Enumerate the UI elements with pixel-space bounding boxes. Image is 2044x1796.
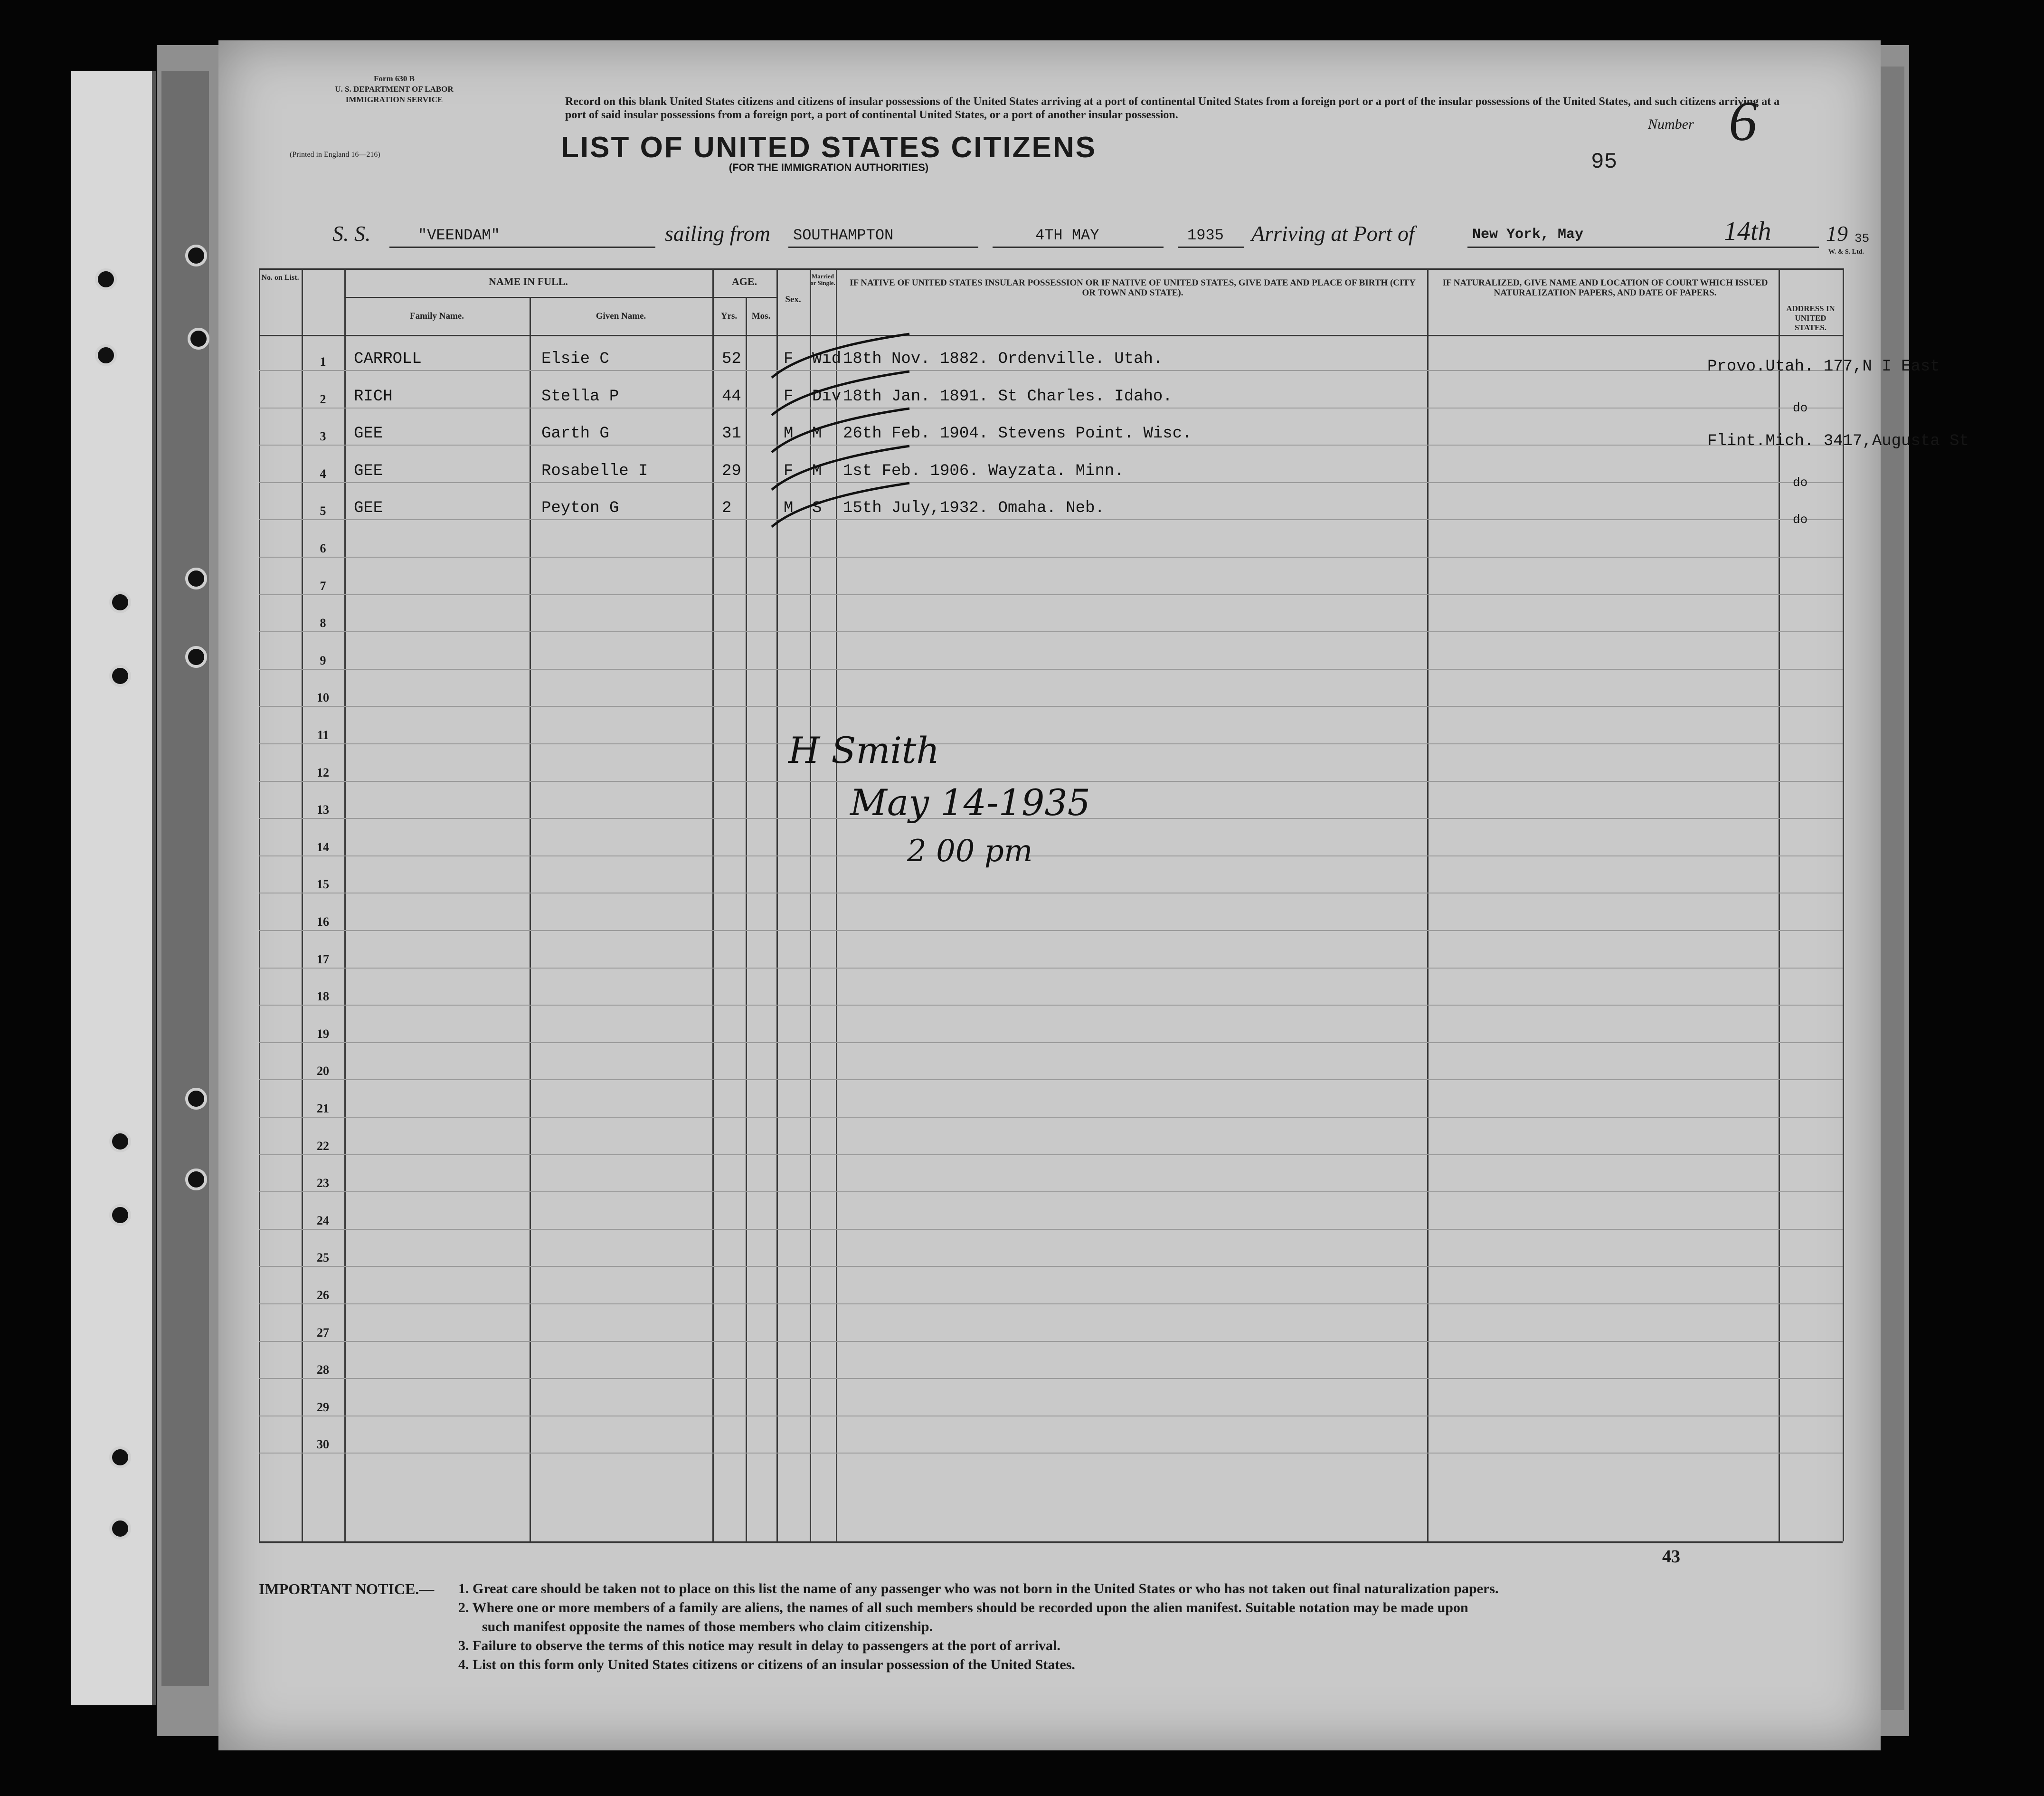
row-number: 22 bbox=[317, 1139, 329, 1153]
row-number: 17 bbox=[317, 952, 329, 966]
age-years: 29 bbox=[722, 462, 741, 480]
row-rule bbox=[259, 669, 1843, 670]
row-rule bbox=[259, 1117, 1843, 1118]
row-rule bbox=[259, 370, 1843, 371]
header-address: ADDRESS IN UNITED STATES. bbox=[1786, 304, 1835, 332]
marital-status: Div bbox=[812, 387, 842, 406]
row-number: 8 bbox=[320, 616, 326, 630]
punch-hole bbox=[109, 1204, 131, 1226]
row-number: 6 bbox=[320, 542, 326, 555]
header-list-no: No. on List. bbox=[261, 274, 299, 282]
row-number: 20 bbox=[317, 1064, 329, 1078]
departure-port: SOUTHAMPTON bbox=[793, 227, 894, 244]
punch-hole bbox=[95, 344, 117, 366]
row-number: 7 bbox=[320, 579, 326, 593]
row-number: 1 bbox=[320, 355, 326, 369]
header-naturalization: IF NATURALIZED, GIVE NAME AND LOCATION OF COURT WHICH ISSUED NATURALIZATION PAPERS, AND DATE OF PAPERS. bbox=[1442, 278, 1768, 298]
row-number: 10 bbox=[317, 691, 329, 705]
row-rule bbox=[259, 855, 1843, 856]
marital-status: Wid bbox=[812, 350, 842, 368]
given-name: Elsie C bbox=[541, 350, 609, 368]
row-number: 16 bbox=[317, 915, 329, 929]
row-number: 19 bbox=[317, 1026, 329, 1041]
record-instructions: Record on this blank United States citizens and citizens of insular possessions of the United States arriving at a port of continental United States from a foreign port or a port of the insular possessions of the United States, and such citizens arriving at a port of said insular possessions from a foreign port, a port of continental United States, or a port of another insular possession. bbox=[565, 95, 1780, 121]
arriving-label: Arriving at Port of bbox=[1251, 221, 1415, 246]
row-rule bbox=[259, 1378, 1843, 1379]
sex: F bbox=[784, 387, 794, 406]
list-number: 6 bbox=[1729, 89, 1757, 152]
given-name: Stella P bbox=[541, 387, 619, 406]
row-rule bbox=[259, 1229, 1843, 1230]
marital-status: M bbox=[812, 425, 822, 443]
row-number: 2 bbox=[320, 392, 326, 406]
punch-hole bbox=[185, 568, 207, 589]
punch-hole bbox=[95, 268, 117, 290]
stamp-number: 95 bbox=[1591, 150, 1618, 174]
row-rule bbox=[259, 482, 1843, 483]
printer-note: (Printed in England 16—216) bbox=[290, 151, 380, 159]
punch-hole bbox=[185, 245, 207, 266]
ship-name: "VEENDAM" bbox=[418, 227, 500, 244]
row-number: 15 bbox=[317, 877, 329, 892]
row-rule bbox=[259, 1303, 1843, 1304]
ss-label: S. S. bbox=[332, 221, 371, 246]
age-years: 2 bbox=[722, 499, 732, 518]
row-rule bbox=[259, 930, 1843, 931]
arrival-day: 14th bbox=[1724, 217, 1771, 246]
notice-item: such manifest opposite the names of those members who claim citizenship. bbox=[482, 1619, 933, 1634]
row-rule bbox=[259, 1154, 1843, 1155]
row-number: 5 bbox=[320, 504, 326, 518]
row-rule bbox=[259, 1191, 1843, 1192]
row-rule bbox=[259, 1266, 1843, 1267]
notice-item: 3. Failure to observe the terms of this notice may result in delay to passengers at the port of arrival. bbox=[458, 1638, 1060, 1653]
header-sex: Sex. bbox=[785, 295, 801, 304]
row-rule bbox=[259, 594, 1843, 595]
marital-status: M bbox=[812, 462, 822, 480]
us-address: do bbox=[1793, 475, 1808, 490]
departure-date: 4TH MAY bbox=[1035, 227, 1099, 244]
given-name: Rosabelle I bbox=[541, 462, 648, 480]
voyage-line bbox=[332, 217, 1881, 256]
form-number: Form 630 B bbox=[374, 74, 415, 83]
form-identifier bbox=[290, 74, 489, 159]
number-label: Number bbox=[1648, 116, 1694, 132]
row-rule bbox=[259, 1453, 1843, 1454]
punch-hole bbox=[109, 665, 131, 687]
row-number: 3 bbox=[320, 429, 326, 444]
notice-item: 4. List on this form only United States citizens or citizens of an insular possession of the United States. bbox=[458, 1657, 1075, 1672]
punch-hole bbox=[109, 1518, 131, 1539]
page-title: LIST OF UNITED STATES CITIZENS bbox=[561, 131, 1097, 164]
punch-hole bbox=[185, 646, 207, 668]
us-address: Flint.Mich. 3417,Augusta St bbox=[1707, 432, 1969, 451]
punch-hole bbox=[109, 591, 131, 613]
printer-mark: W. & S. Ltd. bbox=[1828, 248, 1864, 256]
family-name: GEE bbox=[354, 462, 383, 480]
row-number: 29 bbox=[317, 1400, 329, 1414]
row-number: 4 bbox=[320, 466, 326, 481]
family-name: GEE bbox=[354, 499, 383, 518]
row-number: 9 bbox=[320, 653, 326, 667]
birth-date-place: 18th Jan. 1891. St Charles. Idaho. bbox=[843, 387, 1173, 406]
row-number: 27 bbox=[317, 1325, 329, 1340]
row-number: 18 bbox=[317, 989, 329, 1004]
header-months: Mos. bbox=[751, 311, 771, 321]
us-address: do bbox=[1793, 400, 1808, 415]
inspection-date: May 14-1935 bbox=[850, 781, 1091, 824]
department-name: U. S. DEPARTMENT OF LABOR bbox=[335, 85, 454, 94]
row-number: 14 bbox=[317, 840, 329, 854]
birth-date-place: 18th Nov. 1882. Ordenville. Utah. bbox=[843, 350, 1163, 368]
arrival-port: New York, May bbox=[1472, 227, 1584, 243]
binding-strip-shadow bbox=[161, 71, 209, 1686]
notice-item: 1. Great care should be taken not to place on this list the name of any passenger who was not born in the United States or who has not taken out final naturalization papers. bbox=[458, 1581, 1499, 1596]
header-age: AGE. bbox=[731, 276, 757, 287]
checkmark-icon bbox=[767, 479, 919, 532]
manifest-sheet bbox=[218, 40, 1969, 1750]
punch-hole bbox=[109, 1131, 131, 1152]
family-name: CARROLL bbox=[354, 350, 422, 368]
row-number: 11 bbox=[317, 728, 329, 742]
age-years: 44 bbox=[722, 387, 741, 406]
age-years: 31 bbox=[722, 425, 741, 443]
punch-hole bbox=[185, 1169, 207, 1190]
sex: F bbox=[784, 350, 794, 368]
birth-date-place: 1st Feb. 1906. Wayzata. Minn. bbox=[843, 462, 1124, 480]
row-number: 12 bbox=[317, 765, 329, 779]
row-rule bbox=[259, 445, 1843, 446]
sailing-label: sailing from bbox=[665, 221, 770, 246]
punch-hole bbox=[188, 328, 209, 350]
row-rule bbox=[259, 743, 1843, 744]
notice-lead: IMPORTANT NOTICE.— bbox=[259, 1580, 435, 1597]
header-family-name: Family Name. bbox=[410, 311, 464, 321]
row-number: 30 bbox=[317, 1437, 329, 1452]
us-address: do bbox=[1793, 513, 1808, 527]
row-rule bbox=[259, 968, 1843, 969]
row-number: 25 bbox=[317, 1251, 329, 1265]
family-name: RICH bbox=[354, 387, 393, 406]
header-married-single: Married or Single. bbox=[810, 273, 835, 286]
family-name: GEE bbox=[354, 425, 383, 443]
row-number: 24 bbox=[317, 1213, 329, 1227]
sex: F bbox=[784, 462, 794, 480]
row-rule bbox=[259, 1005, 1843, 1006]
row-rule bbox=[259, 519, 1843, 520]
arrival-year-prefix: 19 bbox=[1826, 221, 1848, 246]
passenger-table bbox=[259, 268, 1969, 1546]
row-number: 26 bbox=[317, 1288, 329, 1302]
row-rule bbox=[259, 1079, 1843, 1080]
punch-hole bbox=[185, 1088, 207, 1110]
inspection-time: 2 00 pm bbox=[907, 834, 1033, 869]
us-address: Provo.Utah. 177,N I East bbox=[1707, 358, 1940, 376]
arrival-year-suffix: 35 bbox=[1855, 231, 1870, 246]
age-years: 52 bbox=[722, 350, 741, 368]
service-name: IMMIGRATION SERVICE bbox=[345, 95, 443, 104]
header-birthplace: IF NATIVE OF UNITED STATES INSULAR POSSESSION OR IF NATIVE OF UNITED STATES, GIVE DATE AND PLACE OF BIRTH (CITY OR TOWN AND STATE). bbox=[850, 278, 1416, 298]
page-subtitle: (FOR THE IMMIGRATION AUTHORITIES) bbox=[729, 162, 929, 173]
row-number: 23 bbox=[317, 1176, 329, 1190]
marital-status: S bbox=[812, 499, 822, 518]
page-number: 43 bbox=[1662, 1547, 1680, 1567]
sex: M bbox=[784, 499, 794, 518]
given-name: Peyton G bbox=[541, 499, 619, 518]
row-rule bbox=[259, 557, 1843, 558]
given-name: Garth G bbox=[541, 425, 609, 443]
header-name: NAME IN FULL. bbox=[489, 276, 568, 287]
row-rule bbox=[259, 408, 1843, 409]
row-rule bbox=[259, 1341, 1843, 1342]
birth-date-place: 26th Feb. 1904. Stevens Point. Wisc. bbox=[843, 425, 1192, 443]
row-number: 13 bbox=[317, 803, 329, 817]
punch-hole bbox=[109, 1446, 131, 1468]
row-number: 21 bbox=[317, 1102, 329, 1115]
notice-item: 2. Where one or more members of a family are aliens, the names of all such members should be recorded upon the alien manifest. Suitable notation may be made upon bbox=[458, 1600, 1468, 1615]
birth-date-place: 15th July,1932. Omaha. Neb. bbox=[843, 499, 1105, 518]
header-given-name: Given Name. bbox=[596, 311, 646, 321]
departure-year: 1935 bbox=[1187, 227, 1224, 244]
inspector-signature: H Smith bbox=[788, 729, 940, 771]
header-years: Yrs. bbox=[720, 311, 738, 321]
sex: M bbox=[784, 425, 794, 443]
row-rule bbox=[259, 631, 1843, 632]
row-number: 28 bbox=[317, 1363, 329, 1377]
row-rule bbox=[259, 1042, 1843, 1043]
row-rule bbox=[259, 706, 1843, 707]
